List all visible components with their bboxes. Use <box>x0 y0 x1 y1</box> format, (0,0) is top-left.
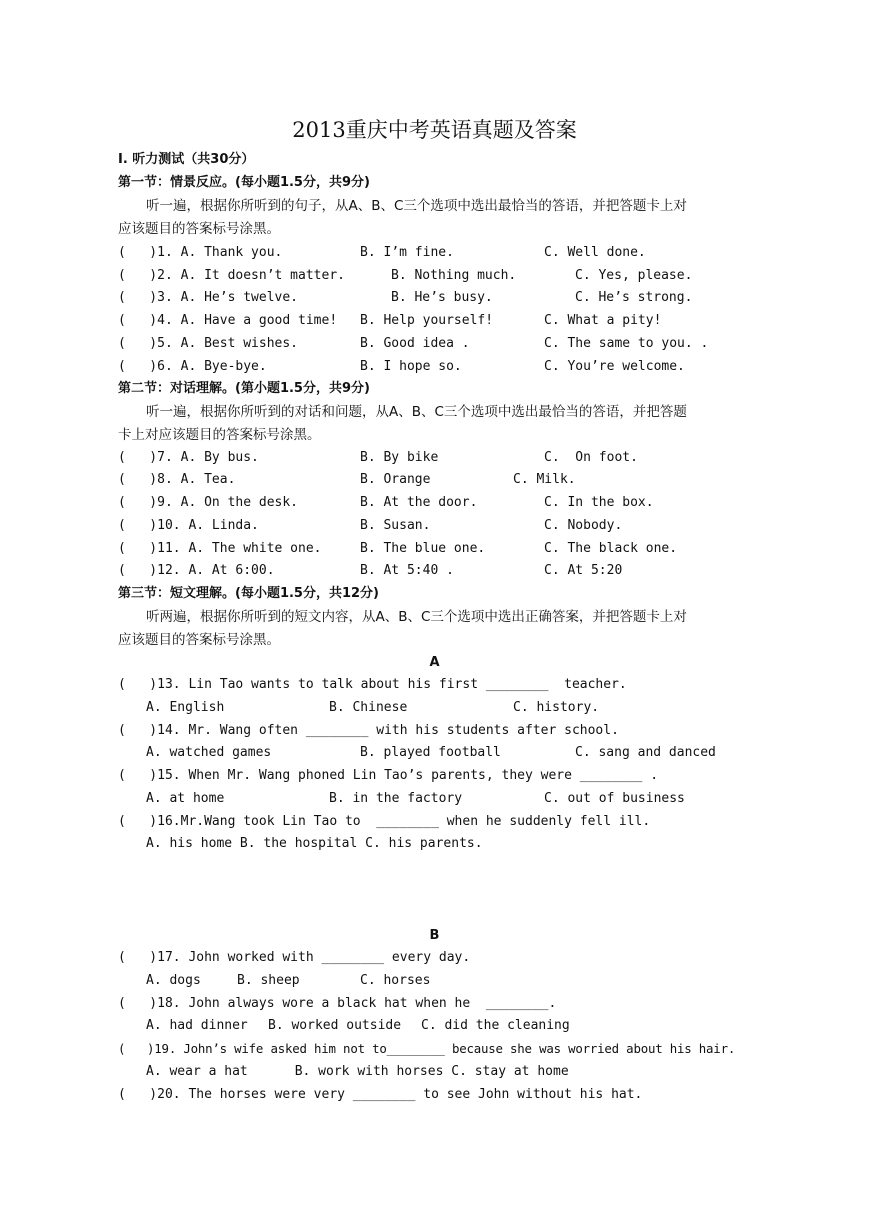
section2-instruction: 听一遍，根据你所听到的对话和问题，从A、B、C三个选项中选出最恰当的答语，并把答题 <box>146 404 687 420</box>
section1-instruction-cont: 应该题目的答案标号涂黑。 <box>118 221 280 237</box>
question-16: ( )16.Mr.Wang took Lin Tao to ________ when he suddenly fell ill. <box>118 814 651 829</box>
option-7b: B. By bike <box>360 450 439 465</box>
question-4: ( )4. A. Have a good time! <box>118 313 338 328</box>
question-6: ( )6. A. Bye-bye. <box>118 359 267 374</box>
question-2: ( )2. A. It doesn’t matter. <box>118 268 345 283</box>
question-8: ( )8. A. Tea. <box>118 472 236 487</box>
option-6b: B. I hope so. <box>360 359 462 374</box>
option-18b: B. worked outside <box>268 1018 402 1033</box>
option-17c: C. horses <box>360 973 431 988</box>
option-9c: C. In the box. <box>544 495 654 510</box>
option-2b: B. Nothing much. <box>391 268 517 283</box>
option-3c: C. He’s strong. <box>575 290 693 305</box>
question-14: ( )14. Mr. Wang often ________ with his students after school. <box>118 723 619 738</box>
passage-a-label: A <box>429 655 440 670</box>
question-12: ( )12. A. At 6:00. <box>118 563 275 578</box>
question-18: ( )18. John always wore a black hat when he ________. <box>118 996 557 1011</box>
part-heading: I. 听力测试（共30分） <box>118 152 255 167</box>
option-12c: C. At 5:20 <box>544 563 623 578</box>
option-17b: B. sheep <box>237 973 300 988</box>
option-11c: C. The black one. <box>544 541 678 556</box>
option-4c: C. What a pity! <box>544 313 662 328</box>
question-7: ( )7. A. By bus. <box>118 450 259 465</box>
option-11b: B. The blue one. <box>360 541 486 556</box>
question-15: ( )15. When Mr. Wang phoned Lin Tao’s parents, they were ________ . <box>118 768 659 783</box>
option-15b: B. in the factory <box>329 791 463 806</box>
option-8c: C. Milk. <box>513 472 576 487</box>
option-10c: C. Nobody. <box>544 518 623 533</box>
option-1b: B. I’m fine. <box>360 245 454 260</box>
question-17: ( )17. John worked with ________ every day. <box>118 950 471 965</box>
section3-instruction: 听两遍，根据你所听到的短文内容，从A、B、C三个选项中选出正确答案，并把答题卡上对 <box>146 609 687 625</box>
option-4b: B. Help yourself! <box>360 313 494 328</box>
option-6c: C. You’re welcome. <box>544 359 685 374</box>
section1-heading: 第一节：情景反应。(每小题1.5分，共9分) <box>118 175 370 190</box>
question-9: ( )9. A. On the desk. <box>118 495 299 510</box>
option-17a: A. dogs <box>146 973 201 988</box>
question-10: ( )10. A. Linda. <box>118 518 259 533</box>
question-1: ( )1. A. Thank you. <box>118 245 283 260</box>
option-13c: C. history. <box>513 700 600 715</box>
question-20: ( )20. The horses were very ________ to see John without his hat. <box>118 1087 643 1102</box>
section3-instruction-cont: 应该题目的答案标号涂黑。 <box>118 632 280 648</box>
option-9b: B. At the door. <box>360 495 478 510</box>
option-13a: A. English <box>146 700 225 715</box>
option-7c: C. On foot. <box>544 450 638 465</box>
section1-instruction: 听一遍，根据你所听到的句子，从A、B、C三个选项中选出最恰当的答语，并把答题卡上对 <box>146 198 687 214</box>
section3-heading: 第三节：短文理解。(每小题1.5分，共12分) <box>118 586 380 601</box>
option-15a: A. at home <box>146 791 225 806</box>
question-19: ( )19. John’s wife asked him not to________ because she was worried about his hair. <box>118 1041 736 1056</box>
option-3b: B. He’s busy. <box>391 290 493 305</box>
question-11: ( )11. A. The white one. <box>118 541 322 556</box>
option-10b: B. Susan. <box>360 518 431 533</box>
option-5c: C. The same to you. . <box>544 336 709 351</box>
option-14a: A. watched games <box>146 745 272 760</box>
option-13b: B. Chinese <box>329 700 408 715</box>
option-14c: C. sang and danced <box>575 745 716 760</box>
question-3: ( )3. A. He’s twelve. <box>118 290 299 305</box>
option-1c: C. Well done. <box>544 245 646 260</box>
question-5: ( )5. A. Best wishes. <box>118 336 299 351</box>
section2-heading: 第二节：对话理解。(第小题1.5分，共9分) <box>118 381 370 396</box>
section2-instruction-cont: 卡上对应该题目的答案标号涂黑。 <box>118 427 321 443</box>
options-19: A. wear a hat B. work with horses C. stay at home <box>146 1064 569 1079</box>
option-5b: B. Good idea . <box>360 336 470 351</box>
options-16: A. his home B. the hospital C. his parents. <box>146 836 483 851</box>
page-title: 2013重庆中考英语真题及答案 <box>292 118 577 142</box>
option-12b: B. At 5:40 . <box>360 563 454 578</box>
option-14b: B. played football <box>360 745 501 760</box>
option-15c: C. out of business <box>544 791 685 806</box>
option-18c: C. did the cleaning <box>421 1018 570 1033</box>
option-2c: C. Yes, please. <box>575 268 693 283</box>
passage-b-label: B <box>429 928 440 943</box>
option-8b: B. Orange <box>360 472 431 487</box>
question-13: ( )13. Lin Tao wants to talk about his first ________ teacher. <box>118 677 627 692</box>
option-18a: A. had dinner <box>146 1018 248 1033</box>
